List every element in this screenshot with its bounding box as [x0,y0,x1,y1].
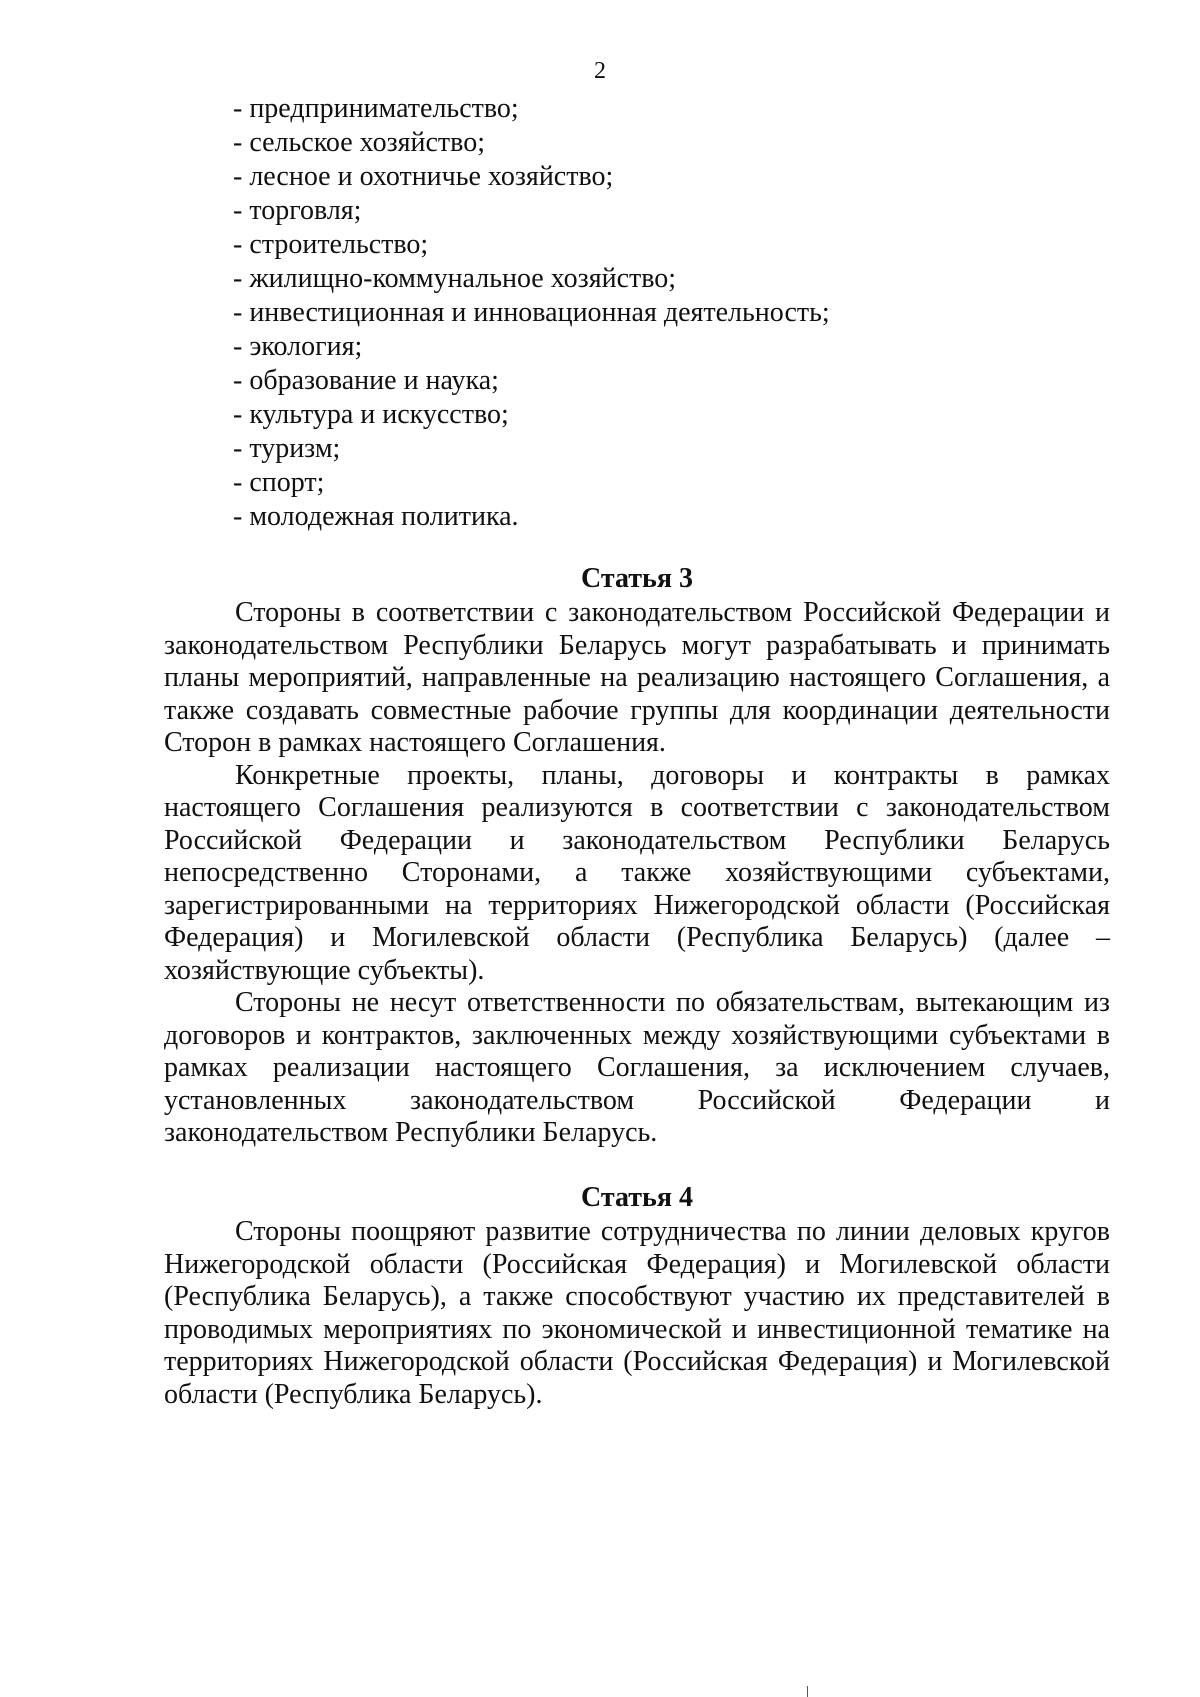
list-item: - спорт; [233,467,325,498]
list-item: - молодежная политика. [233,501,519,532]
list-item: - жилищно-коммунальное хозяйство; [233,263,677,294]
list-item: - предпринимательство; [233,93,519,124]
activity-areas-list [233,92,830,534]
article-3-paragraph-1: Стороны в соответствии с законодательством Российской Федерации и законодательством Республики Беларусь могут разрабатывать и принимать планы мероприятий, направленные на реализацию настоящего Соглашения, а также создавать совместные рабочие группы для координации деятельности Сторон в рамках настоящего Соглашения. [164,597,1110,758]
list-item: - торговля; [233,195,362,226]
article-4-paragraph-1: Стороны поощряют развитие сотрудничества по линии деловых кругов Нижегородской области (Российская Федерация) и Могилевской области (Республика Беларусь), а также способствуют участию их представителей в проводимых мероприятиях по экономической и инвестиционной тематике на территориях Нижегородской области (Российская Федерация) и Могилевской области (Республика Беларусь). [164,1216,1110,1410]
scan-mark [807,1686,808,1697]
article-3-heading: Статья 3 [581,563,693,594]
list-item: - строительство; [233,229,429,260]
article-4-heading: Статья 4 [581,1182,693,1213]
list-item: - культура и искусство; [233,399,509,430]
list-item: - экология; [233,331,363,362]
article-3-paragraph-2: Конкретные проекты, планы, договоры и контракты в рамках настоящего Соглашения реализуются в соответствии с законодательством Российской Федерации и законодательством Республики Беларусь непосредственно Сторонами, а также хозяйствующими субъектами, зарегистрированными на территориях Нижегородской области (Российская Федерация) и Могилевской области (Республика Беларусь) (далее – хозяйствующие субъекты). [164,759,1110,986]
article-3 [164,563,1110,1150]
list-item: - образование и наука; [233,365,499,396]
article-4 [164,1182,1110,1411]
list-item: - инвестиционная и инновационная деятельность; [233,297,830,328]
list-item: - туризм; [233,433,341,464]
list-item: - лесное и охотничье хозяйство; [233,161,614,192]
page-number: 2 [594,58,606,84]
list-item: - сельское хозяйство; [233,127,485,158]
article-3-paragraph-3: Стороны не несут ответственности по обязательствам, вытекающим из договоров и контрактов, заключенных между хозяйствующими субъектами в рамках реализации настоящего Соглашения, за исключением случаев, установленных законодательством Российской Федерации и законодательством Республики Беларусь. [164,987,1110,1148]
